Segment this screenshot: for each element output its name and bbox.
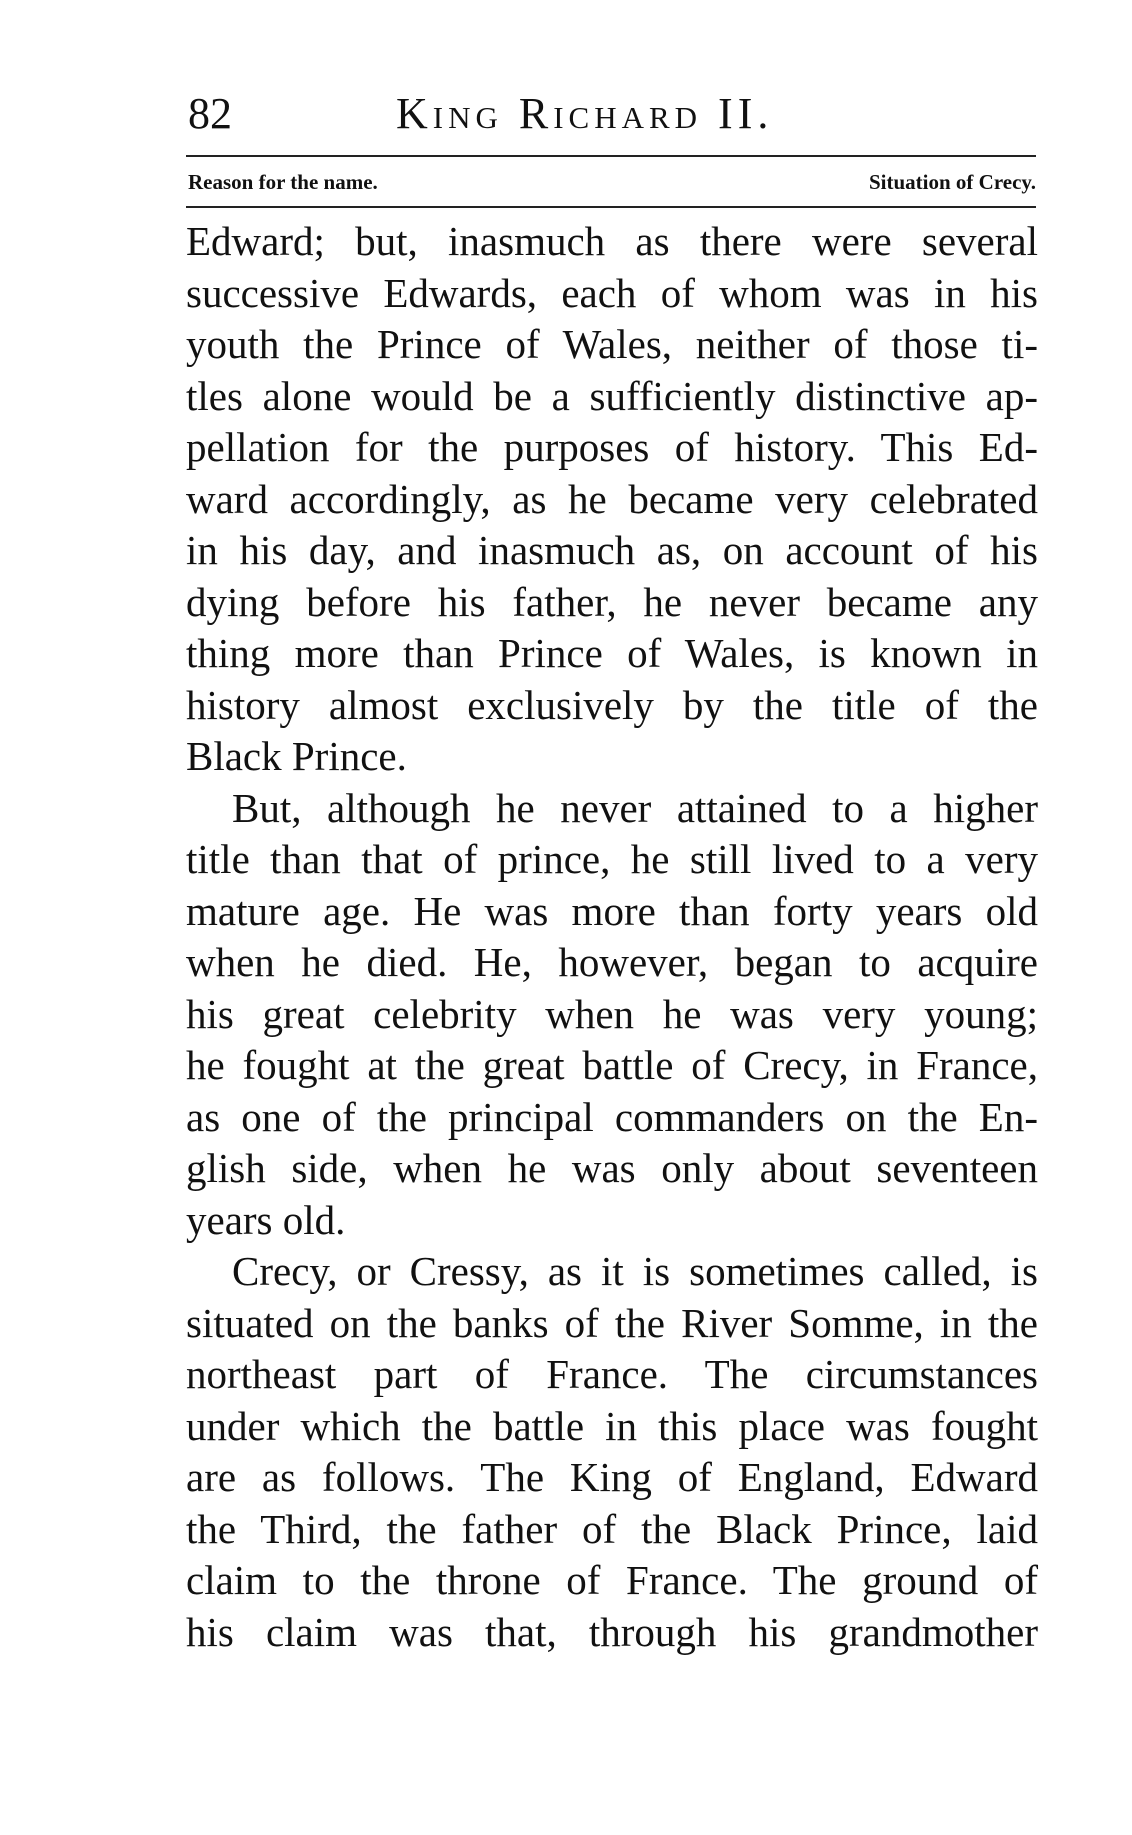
- text-line: successive Edwards, each of whom was in his: [186, 269, 1038, 316]
- text-line: Crecy, or Cressy, as it is sometimes called, is: [232, 1248, 1038, 1294]
- text-line: Edward; but, inasmuch as there were several: [186, 218, 1038, 264]
- text-line: northeast part of France. The circumstances: [186, 1351, 1038, 1397]
- text-line: dying before his father, he never became any: [186, 578, 1038, 625]
- text-line: under which the battle in this place was fought: [186, 1402, 1038, 1449]
- text-line: tles alone would be a sufficiently distinctive ap-: [186, 372, 1038, 419]
- book-title: King Richard II.: [396, 89, 774, 138]
- text-line: title than that of prince, he still lived to a very: [186, 836, 1038, 882]
- text-line: Black Prince.: [186, 733, 407, 779]
- body-text: [186, 216, 1038, 1658]
- header-rule-bottom: [186, 206, 1036, 208]
- text-line: the Third, the father of the Black Prince, laid: [186, 1505, 1038, 1552]
- text-line: when he died. He, however, began to acquire: [186, 939, 1038, 985]
- running-head: [188, 86, 1036, 146]
- header-rule-top: [186, 155, 1036, 157]
- side-note-right: Situation of Crecy.: [868, 170, 1036, 194]
- text-line: mature age. He was more than forty years old: [186, 887, 1038, 934]
- text-line: claim to the throne of France. The ground of: [186, 1557, 1038, 1603]
- text-line: in his day, and inasmuch as, on account of his: [186, 527, 1038, 573]
- side-note-left: Reason for the name.: [188, 170, 378, 194]
- text-line: But, although he never attained to a higher: [232, 784, 1038, 831]
- text-line: years old.: [186, 1196, 346, 1243]
- text-line: history almost exclusively by the title of the: [186, 681, 1038, 728]
- text-line: he fought at the great battle of Crecy, in France,: [186, 1042, 1038, 1088]
- page-number: 82: [188, 89, 232, 138]
- text-line: his claim was that, through his grandmother: [186, 1608, 1038, 1655]
- text-line: are as follows. The King of England, Edward: [186, 1454, 1038, 1500]
- text-line: youth the Prince of Wales, neither of those ti-: [186, 321, 1038, 367]
- side-notes: [188, 164, 1036, 200]
- text-line: his great celebrity when he was very young;: [186, 990, 1038, 1037]
- text-line: ward accordingly, as he became very celebrated: [186, 475, 1038, 522]
- text-line: as one of the principal commanders on the En-: [186, 1093, 1038, 1140]
- text-line: situated on the banks of the River Somme, in the: [186, 1299, 1038, 1346]
- text-line: glish side, when he was only about seventeen: [186, 1145, 1038, 1191]
- text-line: thing more than Prince of Wales, is known in: [186, 630, 1038, 676]
- text-line: pellation for the purposes of history. This Ed-: [186, 424, 1038, 470]
